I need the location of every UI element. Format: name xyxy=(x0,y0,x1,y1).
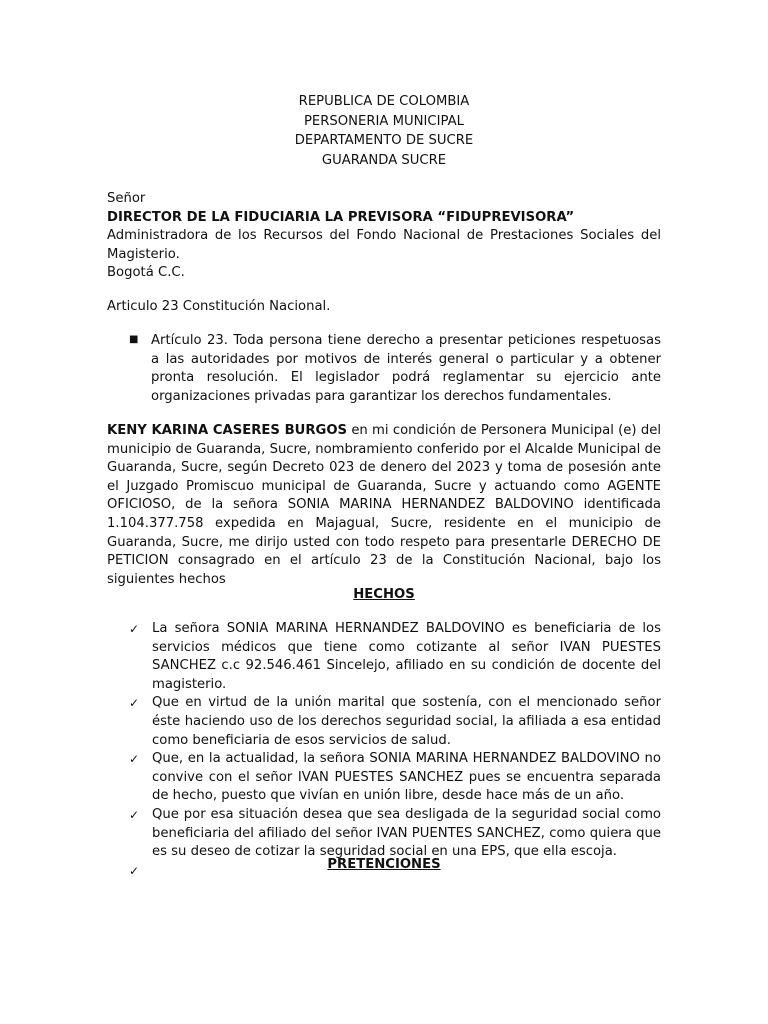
hecho-text: Que en virtud de la unión marital que sostenía, con el mencionado señor éste haciendo uso de los derechos seguridad social, la afiliada a esa entidad como beneficiaria de esos servicios de salud. xyxy=(152,695,661,748)
checkmark-icon: ✓ xyxy=(129,807,140,822)
document-header xyxy=(0,92,768,170)
list-item xyxy=(107,806,661,862)
list-item xyxy=(107,620,661,694)
article-list xyxy=(107,332,661,406)
hechos-list xyxy=(107,620,661,880)
legal-reference: Articulo 23 Constitución Nacional. xyxy=(107,299,331,314)
article-quote: Artículo 23. Toda persona tiene derecho a presentar peticiones respetuosas a las autoridades por motivos de interés general o particular y a obtener pronta resolución. El legislador podrá reglamentar su ejercicio ante organizaciones privadas para garantizar los derechos fundamentales. xyxy=(151,333,661,404)
recipient-description: Administradora de los Recursos del Fondo Nacional de Prestaciones Sociales del Magisterio. xyxy=(107,228,661,262)
article-quote-block xyxy=(107,332,661,406)
hecho-text: Que por esa situación desea que sea desligada de la seguridad social como beneficiaria del afiliado del señor IVAN PUENTES SANCHEZ, como quiera que es su deseo de cotizar la seguridad social en una EPS, que ella escoja. xyxy=(152,806,661,860)
intro-text: en mi condición de Personera Municipal (e) del municipio de Guaranda, Sucre, nombramiento conferido por el Alcalde Municipal de Guaranda, Sucre, según Decreto 023 de denero del 2023 y toma de posesión ante el Juzgado Promiscuo municipal de Guaranda, Sucre y actuando como AGENTE OFICIOSO, de la señora SONIA MARINA HERNANDEZ BALDOVINO identificada 1.104.377.758 expedida en Majagual, Sucre, residente en el municipio de Guaranda, Sucre, me dirijo usted con todo respeto para presentarle DERECHO DE PETICION consagrado en el artículo 23 de la Constitución Nacional, bajo los siguientes hechos xyxy=(107,423,661,587)
pretenciones-heading-wrap xyxy=(107,856,661,875)
hecho-text: Que, en la actualidad, la señora SONIA MARINA HERNANDEZ BALDOVINO no convive con el señor IVAN PUESTES SANCHEZ pues se encuentra separada de hecho, puesto que vivían en unión libre, desde hace más de un año. xyxy=(152,751,661,804)
header-office: PERSONERIA MUNICIPAL xyxy=(303,113,465,129)
square-bullet-icon: ■ xyxy=(129,334,139,345)
checkmark-icon: ✓ xyxy=(129,863,140,878)
hechos-heading-wrap xyxy=(107,586,661,605)
list-item xyxy=(107,332,661,406)
intro-paragraph xyxy=(107,422,661,589)
recipient-city: Bogotá C.C. xyxy=(107,265,185,281)
header-country: REPUBLICA DE COLOMBIA xyxy=(298,94,470,109)
pretenciones-heading: PRETENCIONES xyxy=(327,857,441,872)
recipient-block xyxy=(107,190,661,283)
hechos-heading: HECHOS xyxy=(353,587,415,602)
salutation: Señor xyxy=(107,191,146,206)
header-department: DEPARTAMENTO DE SUCRE xyxy=(294,133,474,148)
checkmark-icon: ✓ xyxy=(129,752,140,767)
hechos-block xyxy=(107,620,661,880)
petitioner-name: KENY KARINA CASERES BURGOS xyxy=(107,423,348,438)
header-municipality: GUARANDA SUCRE xyxy=(321,152,447,168)
checkmark-icon: ✓ xyxy=(129,696,140,711)
recipient-title: DIRECTOR DE LA FIDUCIARIA LA PREVISORA “FIDUPREVISORA” xyxy=(107,209,575,225)
checkmark-icon: ✓ xyxy=(129,622,140,636)
list-item xyxy=(107,694,661,750)
list-item xyxy=(107,750,661,806)
hecho-text: La señora SONIA MARINA HERNANDEZ BALDOVINO es beneficiaria de los servicios médicos que tiene como cotizante al señor IVAN PUESTES SANCHEZ c.c 92.546.461 Sincelejo, afiliado en su condición de docente del magisterio. xyxy=(152,621,661,692)
